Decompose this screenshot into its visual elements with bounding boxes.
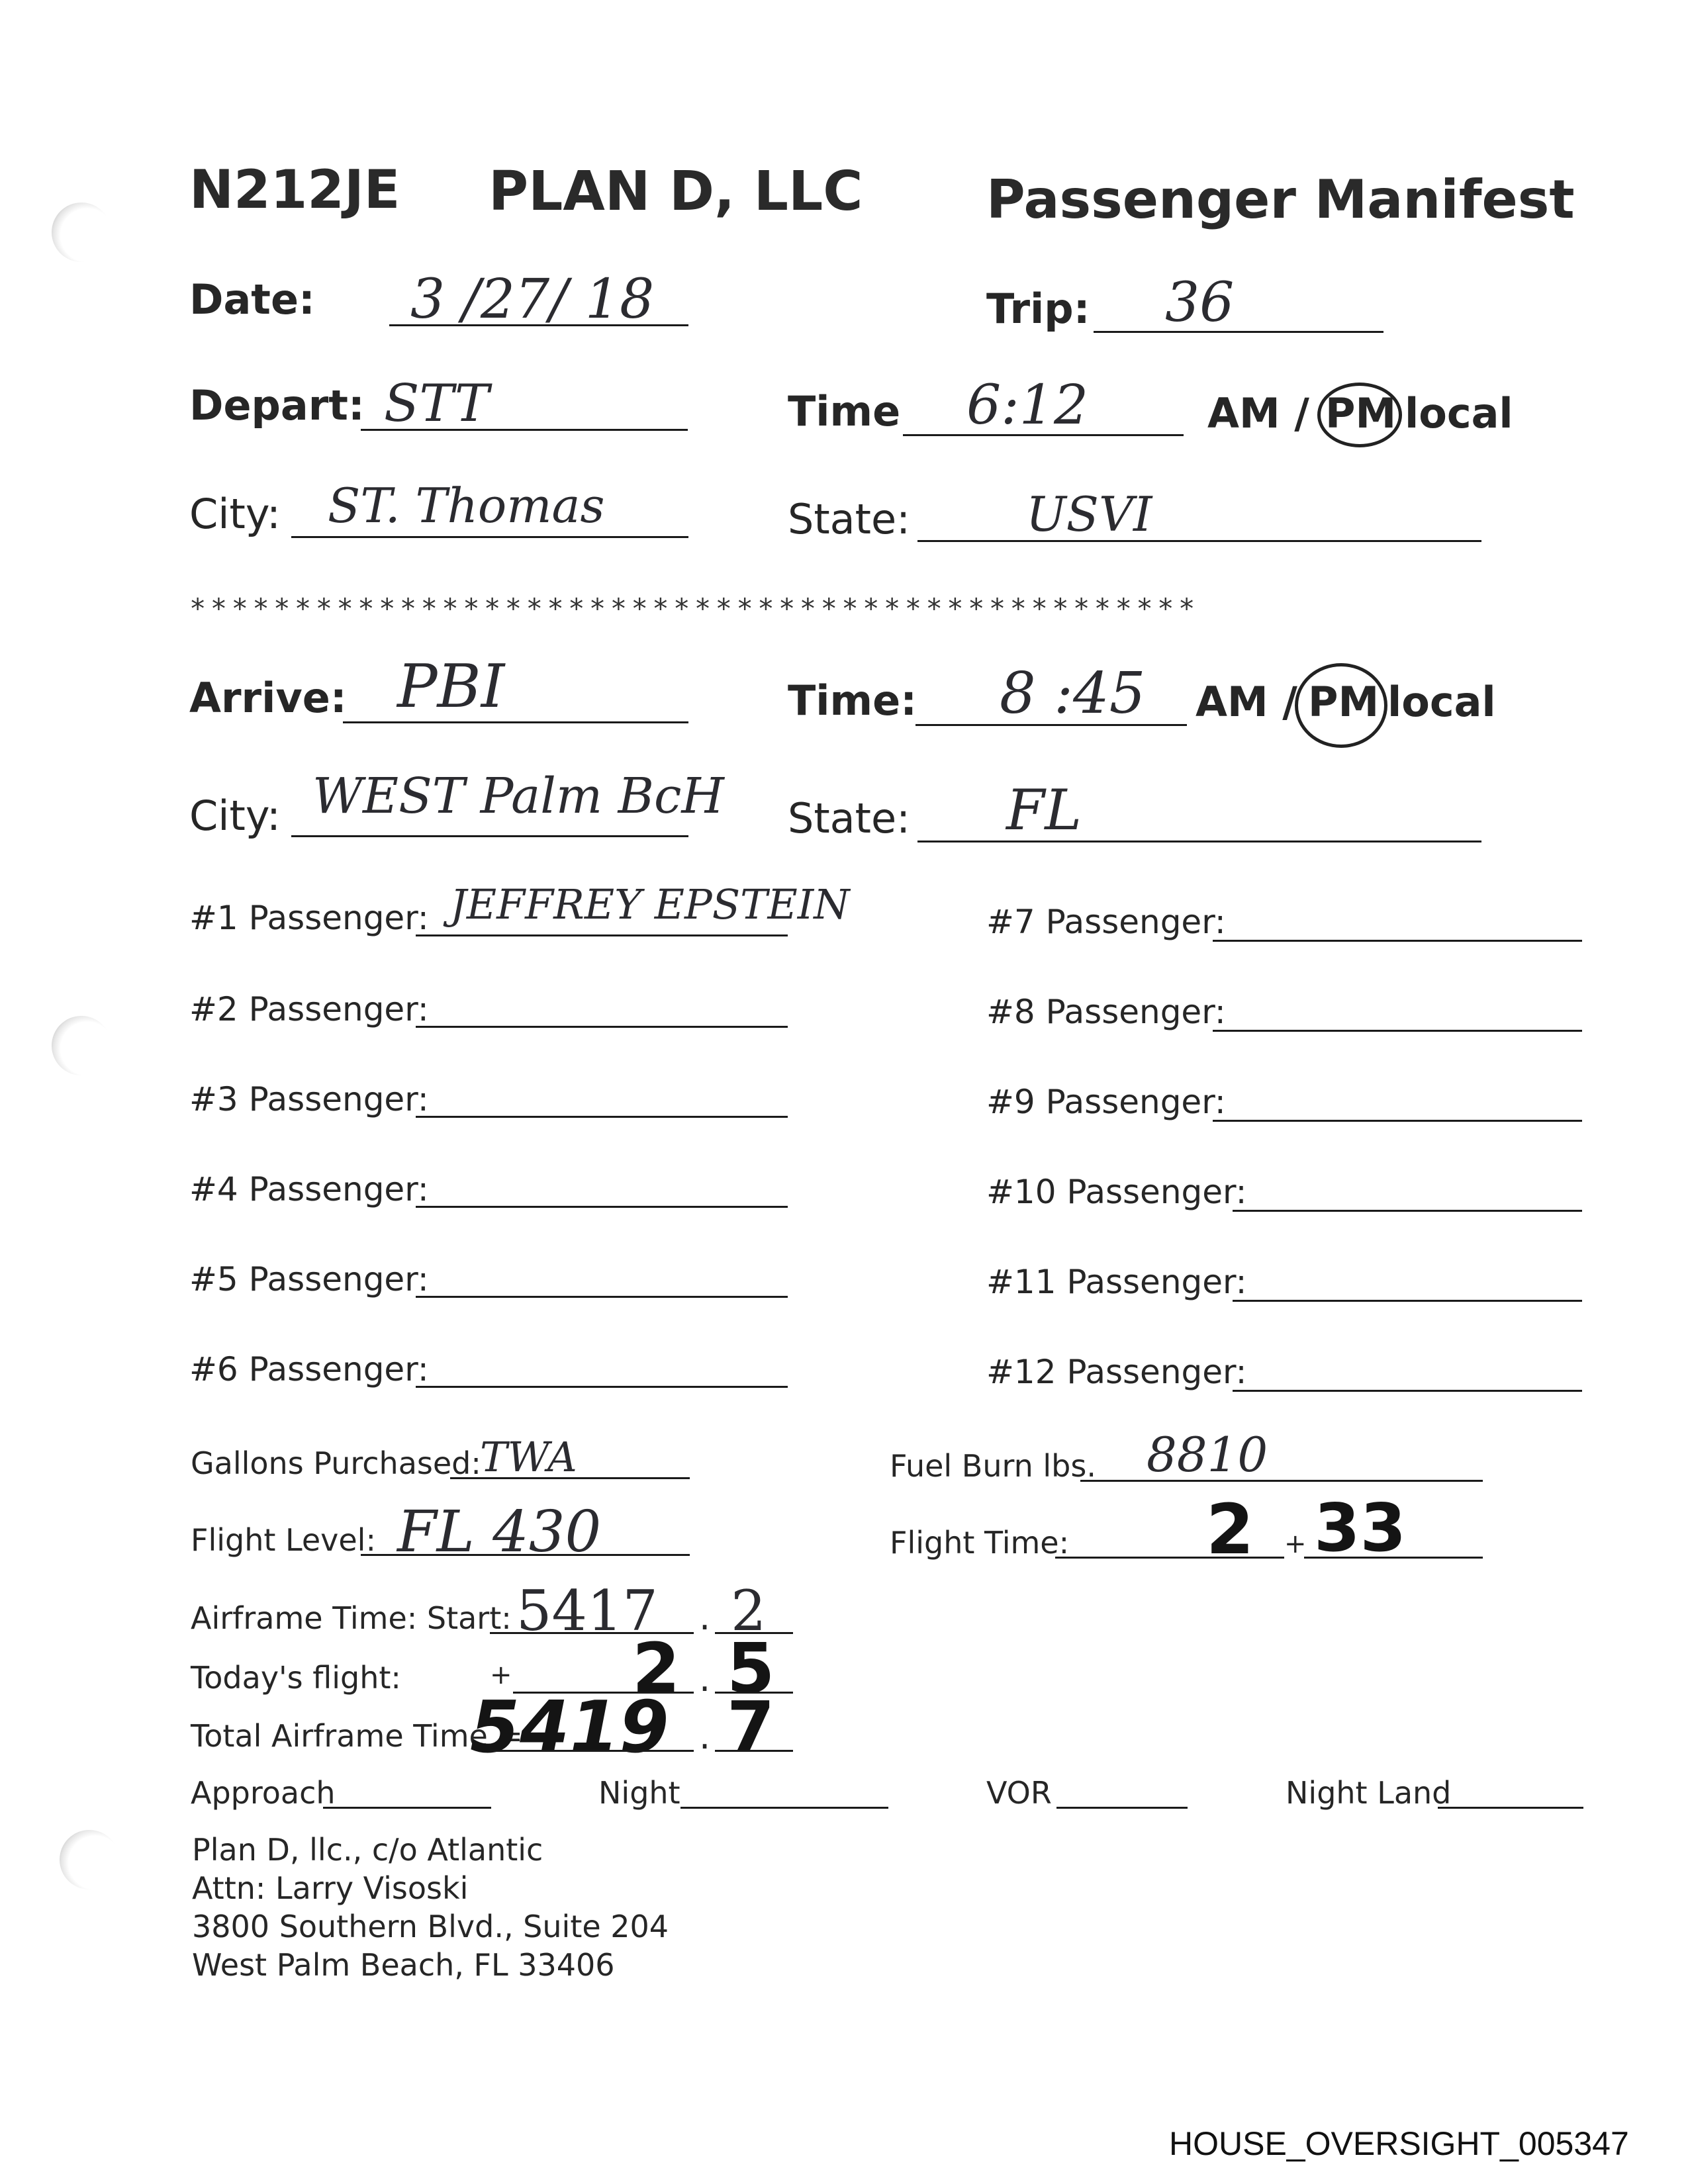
trip-value: 36	[1165, 271, 1235, 334]
airframe-start-whole: 5417	[516, 1578, 658, 1643]
total-airframe-label: Total Airframe Time =	[191, 1718, 523, 1754]
approach-label: Approach	[191, 1775, 336, 1811]
night-land-label: Night Land	[1286, 1775, 1452, 1811]
arrive-local-label: local	[1387, 678, 1496, 726]
passenger-7-line	[1213, 940, 1582, 942]
total-airframe-whole-line	[490, 1750, 694, 1752]
arrive-am-label: AM /	[1196, 678, 1297, 726]
flight-level-value: FL 430	[397, 1499, 602, 1565]
arrive-time-label: Time:	[788, 676, 917, 725]
flight-time-hours: 2	[1206, 1489, 1254, 1570]
vor-label: VOR	[986, 1775, 1052, 1811]
depart-pm-label: PM	[1325, 389, 1397, 437]
arrive-city-line	[291, 835, 688, 837]
passenger-10-line	[1233, 1210, 1582, 1212]
passenger-10-label: #10 Passenger:	[986, 1173, 1247, 1211]
arrive-city-value: WEST Palm BcH	[312, 768, 724, 825]
passenger-11-line	[1233, 1300, 1582, 1302]
trip-line	[1094, 331, 1383, 333]
passenger-1-label: #1 Passenger:	[189, 899, 429, 937]
passenger-1-value: JEFFREY EPSTEIN	[450, 880, 850, 929]
depart-am-label: AM /	[1207, 389, 1309, 437]
night-line	[680, 1807, 888, 1809]
passenger-4-line	[416, 1206, 788, 1208]
arrive-pm-circle	[1295, 663, 1387, 748]
arrive-city-label: City:	[189, 792, 281, 840]
todays-flight-plus: +	[490, 1660, 512, 1690]
passenger-1-line	[416, 934, 788, 936]
fuel-burn-line	[1080, 1480, 1483, 1482]
flight-time-hours-line	[1055, 1557, 1284, 1559]
passenger-8-line	[1213, 1030, 1582, 1032]
depart-time-label: Time	[788, 387, 901, 435]
depart-pm-circle	[1317, 383, 1402, 447]
date-label: Date:	[189, 275, 315, 324]
depart-value: STT	[384, 374, 489, 433]
gallons-value: TWA	[480, 1433, 577, 1481]
airframe-start-tenth: 2	[731, 1578, 767, 1643]
arrive-value: PBI	[397, 652, 505, 721]
arrive-time-value: 8 :45	[1000, 660, 1146, 727]
address-line-4: West Palm Beach, FL 33406	[192, 1947, 615, 1983]
flight-time-plus: +	[1284, 1529, 1307, 1559]
flight-level-label: Flight Level:	[191, 1522, 376, 1558]
punch-hole-bottom	[60, 1830, 119, 1889]
passenger-2-line	[416, 1026, 788, 1028]
arrive-state-line	[917, 841, 1481, 842]
total-airframe-whole: 5419	[470, 1686, 669, 1769]
passenger-3-label: #3 Passenger:	[189, 1080, 429, 1118]
total-airframe-tenth-line	[715, 1750, 793, 1752]
todays-flight-tenth: 5	[727, 1628, 775, 1709]
passenger-3-line	[416, 1116, 788, 1118]
punch-hole-middle	[52, 1016, 111, 1075]
depart-label: Depart:	[189, 381, 365, 430]
passenger-6-line	[416, 1386, 788, 1388]
night-label: Night	[598, 1775, 680, 1811]
depart-local-label: local	[1405, 389, 1513, 437]
gallons-line	[450, 1477, 690, 1479]
address-line-2: Attn: Larry Visoski	[192, 1870, 469, 1906]
punch-hole-top	[52, 203, 111, 262]
arrive-line	[343, 721, 688, 723]
passenger-9-label: #9 Passenger:	[986, 1083, 1226, 1121]
night-land-line	[1438, 1807, 1583, 1809]
total-airframe-dot: .	[699, 1715, 711, 1757]
fuel-burn-value: 8810	[1147, 1427, 1268, 1482]
arrive-label: Arrive:	[189, 674, 347, 722]
depart-city-line	[291, 536, 688, 538]
trip-label: Trip:	[986, 285, 1090, 333]
flight-time-minutes-line	[1304, 1557, 1483, 1559]
arrive-time-line	[915, 724, 1187, 726]
depart-line	[361, 429, 688, 431]
passenger-12-line	[1233, 1390, 1582, 1392]
flight-time-minutes: 33	[1314, 1489, 1407, 1567]
arrive-pm-label: PM	[1308, 678, 1380, 726]
flight-time-label: Flight Time:	[890, 1525, 1070, 1561]
date-line	[389, 324, 688, 326]
passenger-2-label: #2 Passenger:	[189, 990, 429, 1028]
passenger-8-label: #8 Passenger:	[986, 993, 1226, 1031]
fuel-burn-label: Fuel Burn lbs.	[890, 1448, 1096, 1484]
date-value: 3 /27/ 18	[410, 268, 655, 331]
company-name: PLAN D, LLC	[489, 160, 863, 223]
passenger-9-line	[1213, 1120, 1582, 1122]
depart-time-line	[903, 434, 1184, 436]
passenger-6-label: #6 Passenger:	[189, 1350, 429, 1388]
airframe-start-label: Airframe Time: Start:	[191, 1600, 512, 1636]
depart-state-line	[917, 540, 1481, 542]
depart-time-value: 6:12	[966, 374, 1089, 437]
todays-flight-label: Today's flight:	[191, 1660, 401, 1696]
airframe-start-dot: .	[699, 1596, 711, 1638]
approach-line	[323, 1807, 491, 1809]
flight-level-line	[361, 1554, 690, 1556]
address-line-3: 3800 Southern Blvd., Suite 204	[192, 1909, 669, 1944]
separator-asterisks: ************************************************	[189, 592, 1199, 625]
depart-state-label: State:	[788, 495, 911, 543]
passenger-11-label: #11 Passenger:	[986, 1263, 1247, 1301]
passenger-5-label: #5 Passenger:	[189, 1260, 429, 1298]
passenger-7-label: #7 Passenger:	[986, 903, 1226, 941]
passenger-4-label: #4 Passenger:	[189, 1170, 429, 1208]
total-airframe-tenth: 7	[727, 1686, 775, 1767]
passenger-5-line	[416, 1296, 788, 1298]
depart-state-value: USVI	[1026, 486, 1152, 542]
address-line-1: Plan D, llc., c/o Atlantic	[192, 1832, 543, 1868]
tail-number: N212JE	[189, 159, 400, 220]
todays-flight-dot: .	[699, 1658, 711, 1700]
passenger-12-label: #12 Passenger:	[986, 1353, 1247, 1391]
depart-city-value: ST. Thomas	[328, 478, 605, 533]
arrive-state-value: FL	[1006, 778, 1082, 842]
page-title: Passenger Manifest	[986, 169, 1575, 230]
arrive-state-label: State:	[788, 794, 911, 842]
depart-city-label: City:	[189, 490, 281, 538]
vor-line	[1056, 1807, 1188, 1809]
bates-number: HOUSE_OVERSIGHT_005347	[1169, 2125, 1629, 2162]
gallons-label: Gallons Purchased:	[191, 1445, 481, 1481]
todays-flight-whole: 2	[632, 1628, 680, 1709]
